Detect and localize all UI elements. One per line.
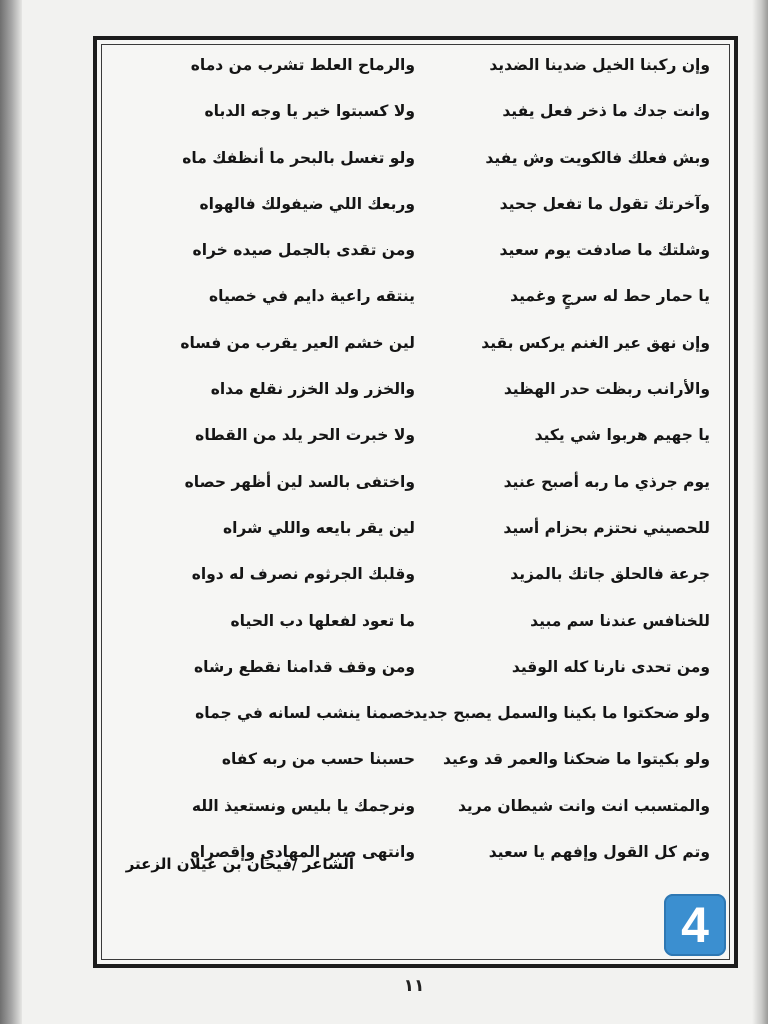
verse-first-hemistich: وتم كل القول وإفهم يا سعيد xyxy=(488,843,710,862)
poem-verse xyxy=(100,604,715,650)
verse-second-hemistich: لين يقر بايعه واللي شراه xyxy=(222,518,415,537)
verse-first-hemistich: وشلتك ما صادفت يوم سعيد xyxy=(499,241,710,260)
poem-verse xyxy=(100,94,715,140)
poem-verse xyxy=(100,326,715,372)
verse-first-hemistich: وبش فعلك فالكويت وش يفيد xyxy=(485,148,710,167)
poem-verse xyxy=(100,279,715,325)
verse-second-hemistich: ونرجمك يا بليس ونستعيذ الله xyxy=(191,796,415,815)
verse-second-hemistich: وانتهى صبر المهادي وإقصراه xyxy=(190,843,415,862)
verse-first-hemistich: جرعة فالحلق جاتك بالمزيد xyxy=(510,565,710,584)
verse-second-hemistich: ولا كسبتوا خير يا وجه الدباه xyxy=(204,102,415,121)
verse-first-hemistich: وإن نهق عير الغنم يركس بقيد xyxy=(481,333,710,352)
poem-verse xyxy=(100,187,715,233)
verse-second-hemistich: ومن وقف قدامنا نقطع رشاه xyxy=(194,657,415,676)
poem-verse xyxy=(100,418,715,464)
poem-verse xyxy=(100,696,715,742)
poem-verse xyxy=(100,511,715,557)
verse-second-hemistich: وقلبك الجرثوم نصرف له دواه xyxy=(191,565,415,584)
poem-verse xyxy=(100,48,715,94)
number-badge: 4 xyxy=(664,894,726,956)
verse-first-hemistich: ولو بكيتوا ما ضحكنا والعمر قد وعيد xyxy=(443,750,710,769)
page-number: ١١ xyxy=(403,976,425,996)
verse-second-hemistich: والرماح العلط تشرب من دماه xyxy=(190,56,415,74)
poem-verse xyxy=(100,650,715,696)
verse-first-hemistich: يوم جرذي ما ربه أصبح عنيد xyxy=(503,472,710,491)
verse-first-hemistich: ولو ضحكتوا ما بكينا والسمل يصبح جديد xyxy=(412,704,710,723)
verse-first-hemistich: والمتسبب انت وانت شيطان مريد xyxy=(457,796,710,815)
verse-first-hemistich: للخنافس عندنا سم مبيد xyxy=(530,611,710,630)
poem-verse xyxy=(100,141,715,187)
verse-second-hemistich: لين خشم العير يقرب من فساه xyxy=(180,333,415,352)
poem-verse xyxy=(100,742,715,788)
poem-verse xyxy=(100,233,715,279)
verse-first-hemistich: للحصيني نحتزم بحزام أسيد xyxy=(503,518,710,537)
poem-verse xyxy=(100,465,715,511)
verse-second-hemistich: واختفى بالسد لين أظهر حصاه xyxy=(184,472,415,491)
verse-first-hemistich: والأرانب ربظت حدر الهظيد xyxy=(503,380,710,399)
poem-body xyxy=(100,48,715,881)
verse-first-hemistich: ومن تحدى نارنا كله الوقيد xyxy=(511,657,710,676)
verse-second-hemistich: ينتقه راعية دايم في خصياه xyxy=(209,287,415,306)
verse-second-hemistich: والخزر ولد الخزر نقلع مداه xyxy=(210,380,415,399)
verse-first-hemistich: وإن ركبنا الخيل ضدينا الضديد xyxy=(489,56,710,74)
poem-verse xyxy=(100,789,715,835)
verse-second-hemistich: خصمنا ينشب لسانه في جماه xyxy=(195,704,415,723)
verse-first-hemistich: وانت جدك ما ذخر فعل يفيد xyxy=(502,102,710,121)
poem-verse xyxy=(100,372,715,418)
verse-second-hemistich: حسبنا حسب من ربه كفاه xyxy=(221,750,415,769)
verse-first-hemistich: وآخرتك تقول ما تفعل جحيد xyxy=(499,194,710,213)
verse-second-hemistich: ولا خبرت الحر يلد من القطاه xyxy=(195,426,415,445)
verse-second-hemistich: ومن تقدى بالجمل صيده خراه xyxy=(192,241,415,260)
page-left-shadow xyxy=(0,0,22,1024)
page-right-shadow xyxy=(752,0,768,1024)
verse-first-hemistich: يا حمار حط له سرجٍ وغميد xyxy=(510,287,710,306)
verse-second-hemistich: ما تعود لفعلها دب الحياه xyxy=(230,611,415,630)
verse-first-hemistich: يا جهيم هربوا شي يكيد xyxy=(534,426,710,445)
verse-second-hemistich: ولو تغسل بالبحر ما أنظفك ماه xyxy=(182,148,415,167)
poet-signature: الشاعر /فيحان بن غيلان الزعتر xyxy=(125,855,354,873)
poem-verse xyxy=(100,557,715,603)
verse-second-hemistich: وربعك اللي ضيفولك فالهواه xyxy=(199,194,415,213)
